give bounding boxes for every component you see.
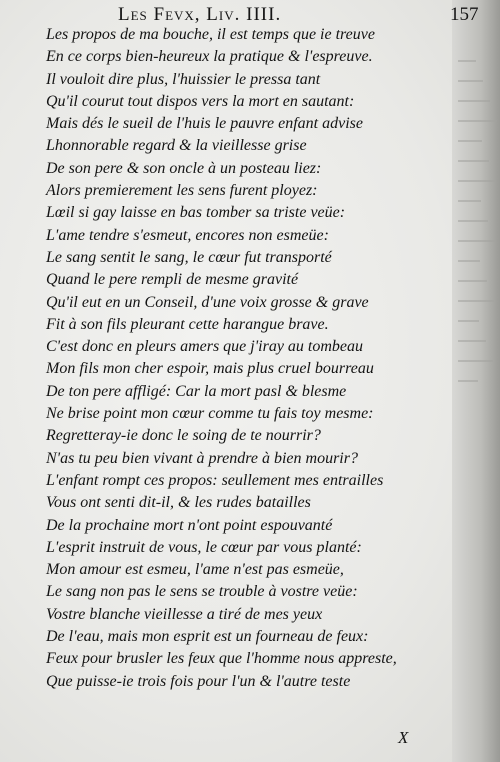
verse-line: Vostre blanche vieillesse a tiré de mes yeux xyxy=(46,605,323,623)
show-through-stroke xyxy=(458,80,483,82)
verse-line: De la prochaine mort n'ont point espouvanté xyxy=(46,516,333,534)
show-through-stroke xyxy=(458,140,482,142)
verse-line: Alors premierement les sens furent ployez: xyxy=(46,182,318,200)
running-head: Les Fevx, Liv. IIII. xyxy=(118,4,282,25)
verse-line: Ne brise point mon cœur comme tu fais toy mesme: xyxy=(46,405,374,423)
verse-line: Le sang non pas le sens se trouble à vostre veüe: xyxy=(46,583,358,601)
verse-line: Qu'il courut tout dispos vers la mort en sautant: xyxy=(46,92,355,110)
show-through-stroke xyxy=(458,340,486,342)
show-through-stroke xyxy=(458,240,495,242)
verse-line: Qu'il eut en un Conseil, d'une voix grosse & grave xyxy=(46,293,369,311)
verse-line: Vous ont senti dit-il, & les rudes batailles xyxy=(46,494,311,512)
verse-line: Quand le pere rempli de mesme gravité xyxy=(46,271,299,289)
verse-line: Lœil si gay laisse en bas tomber sa triste veüe: xyxy=(46,204,346,222)
show-through-stroke xyxy=(458,180,496,182)
verse-line: L'enfant rompt ces propos: seullement mes entrailles xyxy=(46,471,384,489)
show-through-stroke xyxy=(458,320,479,322)
show-through-stroke xyxy=(458,220,488,222)
verse-line: De l'eau, mais mon esprit est un fourneau de feux: xyxy=(46,628,369,646)
page-gutter xyxy=(452,0,500,762)
verse-line: De ton pere affligé: Car la mort pasl & blesme xyxy=(46,382,347,400)
verse-line: Mais dés le sueil de l'huis le pauvre enfant advise xyxy=(46,115,363,133)
verse-line: Fit à son fils pleurant cette harangue brave. xyxy=(46,315,329,333)
verse-line: C'est donc en pleurs amers que j'iray au tombeau xyxy=(46,338,364,356)
verse-line: Le sang sentit le sang, le cœur fut transporté xyxy=(46,248,332,266)
verse-line: Regretteray-ie donc le soing de te nourrir? xyxy=(46,427,321,445)
show-through-stroke xyxy=(458,200,481,202)
catchword: X xyxy=(398,728,409,747)
show-through-stroke xyxy=(458,260,480,262)
verse-line: Lhonnorable regard & la vieillesse grise xyxy=(46,137,307,155)
show-through-stroke xyxy=(458,360,493,362)
verse-block xyxy=(46,24,446,693)
verse-line: De son pere & son oncle à un posteau liez: xyxy=(46,159,322,177)
show-through-text xyxy=(458,60,498,760)
show-through-stroke xyxy=(458,280,487,282)
verse-line: Mon fils mon cher espoir, mais plus cruel bourreau xyxy=(46,360,374,378)
page-number: 157 xyxy=(450,4,479,25)
verse-line: L'ame tendre s'esmeut, encores non esmeüe: xyxy=(46,226,329,244)
show-through-stroke xyxy=(458,100,490,102)
verse-line: Que puisse-ie trois fois pour l'un & l'autre teste xyxy=(46,672,351,690)
verse-line: Mon amour est esmeu, l'ame n'est pas esmeüe, xyxy=(46,561,344,579)
show-through-stroke xyxy=(458,160,489,162)
verse-line: Les propos de ma bouche, il est temps que ie treuve xyxy=(46,26,375,43)
show-through-stroke xyxy=(458,300,494,302)
show-through-stroke xyxy=(458,60,476,62)
show-through-stroke xyxy=(458,120,497,122)
verse-line: Feux pour brusler les feux que l'homme nous appreste, xyxy=(46,650,397,668)
verse-line: N'as tu peu bien vivant à prendre à bien mourir? xyxy=(46,449,358,467)
verse-line: Il vouloit dire plus, l'huissier le pressa tant xyxy=(46,70,321,88)
verse-line: L'esprit instruit de vous, le cœur par vous planté: xyxy=(46,538,362,556)
show-through-stroke xyxy=(458,380,478,382)
verse-line: En ce corps bien-heureux la pratique & l'espreuve. xyxy=(46,48,373,66)
